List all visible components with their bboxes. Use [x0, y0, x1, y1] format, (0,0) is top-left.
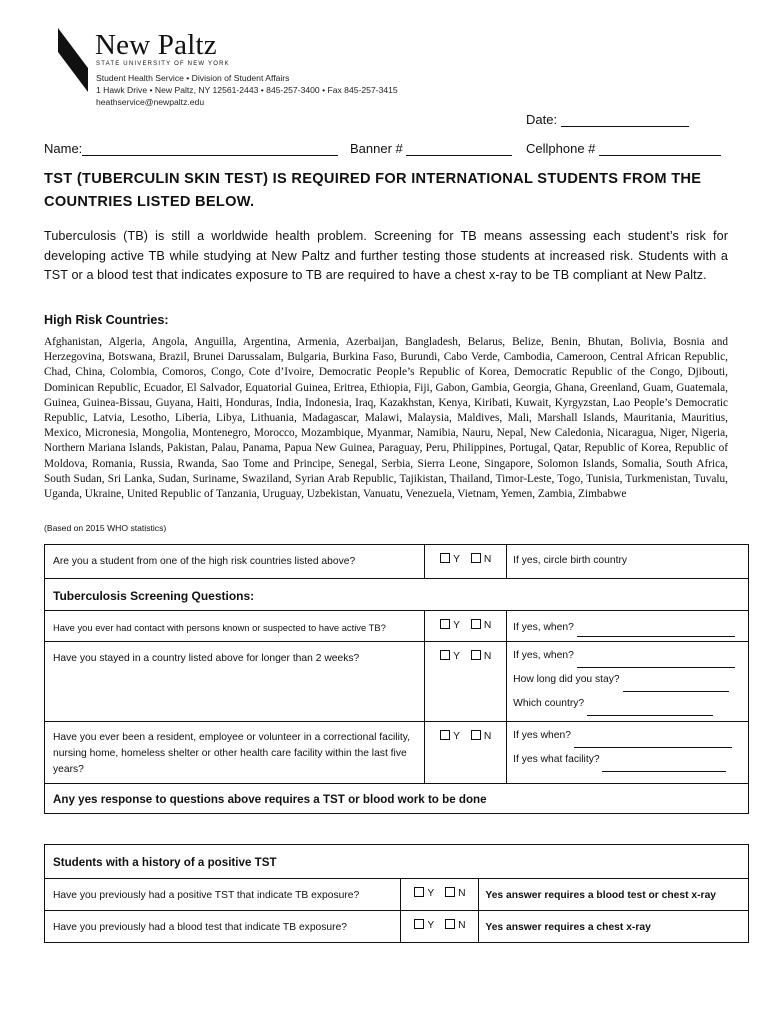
note-contact: If yes, when?	[507, 611, 749, 642]
note-positive-tst: Yes answer requires a blood test or chest x-ray	[479, 879, 749, 911]
section-heading: Students with a history of a positive TST	[45, 845, 749, 879]
yes-checkbox[interactable]: Y	[440, 554, 460, 565]
yes-no-choice	[425, 545, 507, 579]
checkbox-icon	[440, 650, 450, 660]
duration-input-line[interactable]	[623, 679, 729, 692]
name-label: Name:	[44, 141, 83, 156]
note-facility: If yes when? If yes what facility?	[507, 722, 749, 784]
yes-checkbox[interactable]: Y	[414, 888, 434, 899]
table-row	[45, 879, 749, 911]
department-line: Student Health Service • Division of Student Affairs	[96, 73, 290, 83]
table-row	[45, 911, 749, 943]
yes-checkbox[interactable]: Y	[414, 920, 434, 931]
address-line: 1 Hawk Drive • New Paltz, NY 12561-2443 • 845-257-3400 • Fax 845-257-3415	[96, 85, 398, 95]
cellphone-label: Cellphone #	[526, 141, 596, 156]
cellphone-field	[526, 141, 721, 156]
when-input-line[interactable]	[574, 735, 732, 748]
new-paltz-logo-mark	[58, 28, 88, 92]
checkbox-icon	[471, 650, 481, 660]
cellphone-input-line[interactable]	[599, 141, 721, 156]
checkbox-icon	[440, 553, 450, 563]
banner-field	[350, 141, 512, 156]
banner-input-line[interactable]	[406, 141, 512, 156]
name-input-line[interactable]	[82, 141, 338, 156]
email-line: heathservice@newpaltz.edu	[96, 97, 205, 107]
name-field	[44, 141, 338, 156]
high-risk-heading: High Risk Countries:	[44, 313, 169, 327]
positive-tst-table	[44, 844, 749, 943]
checkbox-icon	[440, 619, 450, 629]
yes-no-choice	[425, 611, 507, 642]
yes-no-choice	[425, 642, 507, 722]
question-positive-tst: Have you previously had a positive TST that indicate TB exposure?	[45, 879, 401, 911]
table-row	[45, 642, 749, 722]
no-checkbox[interactable]: N	[471, 620, 491, 631]
yes-no-choice	[401, 911, 479, 943]
table-row	[45, 845, 749, 879]
yes-response-note: Any yes response to questions above requires a TST or blood work to be done	[45, 784, 749, 814]
when-input-line[interactable]	[577, 655, 735, 668]
question-from-country: Are you a student from one of the high risk countries listed above?	[45, 545, 425, 579]
no-checkbox[interactable]: N	[445, 888, 465, 899]
table-row	[45, 784, 749, 814]
no-checkbox[interactable]: N	[471, 554, 491, 565]
checkbox-icon	[445, 887, 455, 897]
no-checkbox[interactable]: N	[445, 920, 465, 931]
yes-checkbox[interactable]: Y	[440, 620, 460, 631]
table-row	[45, 611, 749, 642]
question-contact: Have you ever had contact with persons known or suspected to have active TB?	[45, 611, 425, 642]
yes-checkbox[interactable]: Y	[440, 731, 460, 742]
system-name: STATE UNIVERSITY OF NEW YORK	[96, 61, 230, 67]
country-input-line[interactable]	[587, 703, 713, 716]
banner-label: Banner #	[350, 141, 403, 156]
checkbox-icon	[414, 887, 424, 897]
checkbox-icon	[471, 730, 481, 740]
yes-no-choice	[401, 879, 479, 911]
yes-no-choice	[425, 722, 507, 784]
question-blood-test: Have you previously had a blood test that indicate TB exposure?	[45, 911, 401, 943]
question-stayed: Have you stayed in a country listed above for longer than 2 weeks?	[45, 642, 425, 722]
facility-input-line[interactable]	[602, 759, 726, 772]
no-checkbox[interactable]: N	[471, 651, 491, 662]
checkbox-icon	[471, 619, 481, 629]
date-input-line[interactable]	[561, 112, 689, 127]
table-row	[45, 722, 749, 784]
checkbox-icon	[445, 919, 455, 929]
note-blood-test: Yes answer requires a chest x-ray	[479, 911, 749, 943]
screening-table	[44, 544, 749, 814]
date-field	[526, 112, 689, 127]
intro-paragraph: Tuberculosis (TB) is still a worldwide health problem. Screening for TB means assessing each student’s risk for developing active TB while studying at New Paltz and further testing those students at increased risk. Students with a TST or a blood test that indicates exposure to TB are required to have a chest x-ray to be TB compliant at New Paltz.	[44, 229, 728, 282]
date-label: Date:	[526, 112, 558, 127]
yes-checkbox[interactable]: Y	[440, 651, 460, 662]
note-stayed: If yes, when? How long did you stay? Which country?	[507, 642, 749, 722]
checkbox-icon	[440, 730, 450, 740]
table-row	[45, 545, 749, 579]
note-from-country: If yes, circle birth country	[507, 545, 749, 579]
table-row	[45, 579, 749, 611]
document-title: TST (TUBERCULIN SKIN TEST) IS REQUIRED FOR INTERNATIONAL STUDENTS FROM THE COUNTRIES LISTED BELOW.	[44, 171, 702, 210]
when-input-line[interactable]	[577, 624, 735, 637]
question-facility: Have you ever been a resident, employee or volunteer in a correctional facility, nursing home, homeless shelter or other health care facility within the last five years?	[45, 722, 425, 784]
no-checkbox[interactable]: N	[471, 731, 491, 742]
checkbox-icon	[414, 919, 424, 929]
country-list: Afghanistan, Algeria, Angola, Anguilla, Argentina, Armenia, Azerbaijan, Bangladesh, Belarus, Belize, Benin, Bhutan, Bolivia, Bosnia and Herzegovina, Botswana, Brazil, Brunei Darussalam, Bulgaria, Burkina Faso, Burundi, Cabo Verde, Cambodia, Cameroon, Central African Republic, Chad, China, Colombia, Comoros, Congo, Cote d’Ivoire, Democratic People’s Republic of Korea, Democratic Republic of the Congo, Djibouti, Dominican Republic, Ecuador, El Salvador, Equatorial Guinea, Eritrea, Ethiopia, Fiji, Gabon, Gambia, Georgia, Ghana, Greenland, Guam, Guatemala, Guinea, Guinea-Bissau, Guyana, Haiti, Honduras, India, Indonesia, Iraq, Kazakhstan, Kenya, Kiribati, Kuwait, Kyrgyzstan, Lao People’s Democratic Republic, Latvia, Lesotho, Liberia, Libya, Lithuania, Madagascar, Malawi, Malaysia, Maldives, Mali, Marshall Islands, Mauritania, Mauritius, Mexico, Micronesia, Mongolia, Montenegro, Morocco, Mozambique, Myanmar, Namibia, Nauru, Nepal, New Caledonia, Nicaragua, Niger, Nigeria, Northern Mariana Islands, Pakistan, Palau, Panama, Papua New Guinea, Paraguay, Peru, Philippines, Portugal, Qatar, Republic of Korea, Republic of Moldova, Romania, Russia, Rwanda, Sao Tome and Principe, Senegal, Serbia, Sierra Leone, Singapore, Solomon Islands, Somalia, South Africa, South Sudan, Sri Lanka, Sudan, Suriname, Swaziland, Syrian Arab Republic, Tajikistan, Thailand, Timor-Leste, Togo, Tunisia, Turkmenistan, Tuvalu, Uganda, Ukraine, United Republic of Tanzania, Uruguay, Uzbekistan, Vanuatu, Venezuela, Vietnam, Yemen, Zambia, Zimbabwe	[44, 336, 728, 501]
section-heading: Tuberculosis Screening Questions:	[45, 579, 749, 611]
statistics-note: (Based on 2015 WHO statistics)	[44, 523, 167, 533]
institution-name: New Paltz	[95, 29, 217, 61]
checkbox-icon	[471, 553, 481, 563]
